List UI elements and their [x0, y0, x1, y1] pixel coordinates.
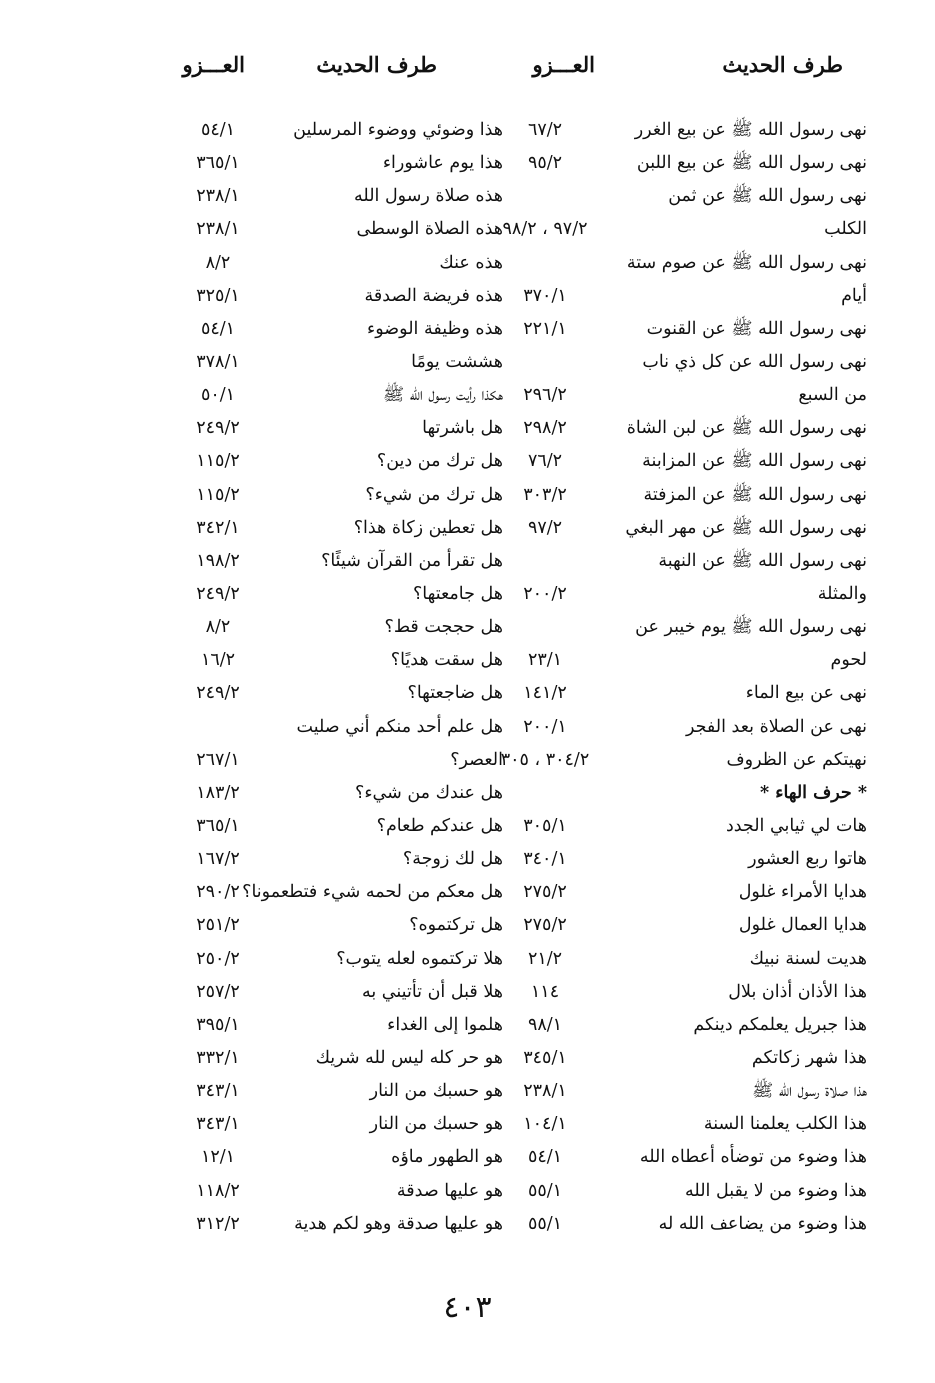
hadith-text-left: هل عندكم طعام؟ [376, 815, 503, 836]
header-hadith-title-left: طرف الحديث [316, 52, 437, 77]
reference-left: ٢٥٠/٢ [196, 948, 240, 969]
table-row [0, 943, 935, 976]
table-row [0, 379, 935, 412]
reference-right: ٢٠٠/١ [523, 716, 567, 737]
hadith-text-left: هو حر كله ليس لله شريك [315, 1047, 503, 1068]
hadith-text-right: نهى رسول الله ﷺ عن بيع اللبن [636, 153, 867, 174]
reference-right: ٣٤٠/١ [523, 849, 567, 870]
reference-left: ٣٣٢/١ [196, 1047, 240, 1068]
hadith-text-left: هو حسبك من النار [369, 1114, 503, 1135]
table-row [0, 1075, 935, 1108]
reference-left: ٣٧٨/١ [196, 351, 240, 372]
reference-left: ١١٥/٢ [196, 451, 240, 472]
reference-left: ١٩٨/٢ [196, 550, 240, 571]
hadith-text-left: هذه الصلاة الوسطى [356, 219, 503, 240]
hadith-text-left: هذه عنك [439, 252, 503, 273]
reference-left: ٥٤/١ [200, 120, 236, 140]
hadith-text-left: هل تعطين زكاة هذا؟ [353, 517, 503, 538]
hadith-text-right: هذا صلاة رسول الله ﷺ [752, 1081, 867, 1102]
hadith-text-left: هل معكم من لحمه شيء فتطعمونا؟ [242, 882, 503, 903]
reference-left: ٢٩٠/٢ [196, 882, 240, 903]
reference-right: ٩٧/٢ ، ٩٨/٢ [502, 219, 588, 240]
hadith-text-left: هذا وضوئي ووضوء المرسلين [293, 120, 503, 140]
reference-left: ٣٦٥/١ [196, 153, 240, 174]
reference-right: ١٠٤/١ [523, 1114, 567, 1135]
reference-left: ١٢/١ [200, 1147, 236, 1168]
reference-right: ٢٩٦/٢ [523, 385, 567, 406]
reference-left: ٨/٢ [205, 617, 231, 638]
reference-left: ١٦/٢ [200, 650, 236, 671]
table-row [0, 247, 935, 280]
reference-right: ٩٥/٢ [527, 153, 563, 174]
reference-left: ١٨٣/٢ [196, 782, 240, 803]
hadith-text-right: هذا الأذان أذان بلال [728, 981, 867, 1002]
table-row [0, 346, 935, 379]
hadith-text-left: هذه صلاة رسول الله [354, 186, 503, 207]
table-row [0, 1141, 935, 1174]
table-row [0, 777, 935, 810]
reference-right: ٥٥/١ [527, 1180, 563, 1201]
hadith-text-right: نهى رسول الله ﷺ عن ثمن [668, 186, 867, 207]
hadith-text-left: هلا قبل أن تأتيني به [361, 981, 503, 1002]
table-row [0, 147, 935, 180]
hadith-text-left: هل جامعتها؟ [413, 583, 503, 604]
header-reference-right: العـــزو [532, 52, 595, 77]
table-row [0, 180, 935, 213]
header-hadith-title-right: طرف الحديث [722, 52, 843, 77]
reference-right: ٢١/٢ [527, 948, 563, 969]
reference-right: ٩٨/١ [527, 1014, 563, 1035]
table-row [0, 1175, 935, 1208]
reference-right: ٣٠٥/١ [523, 815, 567, 836]
reference-left: ١١٨/٢ [196, 1180, 240, 1201]
reference-right: ١١٤ [530, 981, 560, 1002]
table-row [0, 611, 935, 644]
reference-left: ٥٠/١ [200, 385, 236, 406]
reference-right: ٢٩٨/٢ [523, 418, 567, 439]
reference-right: ٥٥/١ [527, 1213, 563, 1234]
reference-left: ١٦٧/٢ [196, 849, 240, 870]
table-row [0, 280, 935, 313]
hadith-text-left: هل سقت هديًا؟ [390, 650, 503, 671]
reference-right: ٢٣/١ [527, 650, 563, 671]
reference-right: ٢٧٥/٢ [523, 915, 567, 936]
hadith-text-left: هل عندك من شيء؟ [355, 782, 503, 803]
reference-left: ٣٤٣/١ [196, 1081, 240, 1102]
reference-right: ٧٦/٢ [527, 451, 563, 472]
reference-left: ٢٣٨/١ [196, 219, 240, 240]
table-row [0, 479, 935, 512]
reference-right: ٣٧٠/١ [523, 285, 567, 306]
hadith-text-right: هدايا العمال غلول [738, 915, 867, 936]
index-rows [0, 114, 935, 1241]
hadith-text-right: نهى رسول الله ﷺ عن النهبة [658, 550, 867, 571]
table-row [0, 644, 935, 677]
hadith-text-left: هذه فريضة الصدقة [364, 285, 503, 306]
hadith-text-right: والمثلة [817, 583, 867, 604]
reference-right: ٢٠٠/٢ [523, 583, 567, 604]
hadith-text-right: نهى رسول الله ﷺ يوم خيبر عن [635, 617, 867, 638]
hadith-text-right: لحوم [830, 650, 867, 671]
table-row [0, 876, 935, 909]
reference-right: ٢٧٥/٢ [523, 882, 567, 903]
reference-left: ٢٤٩/٢ [196, 683, 240, 704]
reference-right: ٦٧/٢ [527, 120, 563, 140]
hadith-text-right: نهيتكم عن الظروف [726, 749, 867, 770]
reference-left: ٣٦٥/١ [196, 815, 240, 836]
hadith-text-right: هذا جبريل يعلمكم دينكم [693, 1014, 867, 1035]
section-heading: * حرف الهاء * [759, 782, 867, 803]
reference-right: ٥٤/١ [527, 1147, 563, 1168]
hadith-text-left: هو عليها صدقة [396, 1180, 503, 1201]
hadith-text-right: من السبع [798, 385, 867, 406]
hadith-text-left: هل لك زوجة؟ [402, 849, 503, 870]
hadith-text-left: هل تقرأ من القرآن شيئًا؟ [321, 550, 503, 571]
reference-right: ٣٤٥/١ [523, 1047, 567, 1068]
hadith-text-left: هل ضاجعتها؟ [407, 683, 503, 704]
table-row [0, 313, 935, 346]
table-row [0, 1009, 935, 1042]
table-row [0, 677, 935, 710]
hadith-text-left: هلموا إلى الغداء [387, 1014, 503, 1035]
reference-right: ٢٢١/١ [523, 318, 567, 339]
page-number: ٤٠٣ [443, 1290, 492, 1325]
hadith-text-right: نهى رسول الله ﷺ عن مهر البغي [625, 517, 867, 538]
reference-left: ٣٩٥/١ [196, 1014, 240, 1035]
hadith-text-left: هذا يوم عاشوراء [382, 153, 503, 174]
hadith-text-right: نهى رسول الله عن كل ذي ناب [642, 351, 867, 372]
table-row [0, 909, 935, 942]
reference-left: ٢٣٨/١ [196, 186, 240, 207]
table-row [0, 1042, 935, 1075]
hadith-text-right: نهى رسول الله ﷺ عن المزابنة [642, 451, 867, 472]
hadith-text-right: نهى عن الصلاة بعد الفجر [685, 716, 867, 737]
hadith-text-left: هل ترك من شيء؟ [365, 484, 503, 505]
hadith-text-left: هو الطهور ماؤه [391, 1147, 503, 1168]
reference-left: ٢٦٧/١ [196, 749, 240, 770]
table-row [0, 213, 935, 246]
hadith-text-right: نهى رسول الله ﷺ عن القنوت [646, 318, 867, 339]
hadith-text-left: هل تركتموه؟ [409, 915, 503, 936]
reference-left: ٢٤٩/٢ [196, 583, 240, 604]
table-row [0, 744, 935, 777]
table-row [0, 512, 935, 545]
hadith-text-right: هديت لسنة نبيك [749, 948, 867, 969]
hadith-text-left: العصر؟ [450, 749, 503, 770]
reference-left: ٨/٢ [205, 252, 231, 273]
hadith-text-right: هذا وضوء من يضاعف الله له [658, 1213, 867, 1234]
hadith-text-left: هل علم أحد منكم أني صليت [296, 716, 503, 737]
hadith-text-right: هاتوا ربع العشور [748, 849, 867, 870]
reference-left: ٣٤٣/١ [196, 1114, 240, 1135]
reference-left: ٣٤٢/١ [196, 517, 240, 538]
hadith-text-right: هذا وضوء من توضأه أعطاه الله [639, 1147, 867, 1168]
hadith-text-right: الكلب [824, 219, 867, 240]
reference-left: ٢٤٩/٢ [196, 418, 240, 439]
hadith-text-left: هل ترك من دين؟ [376, 451, 503, 472]
table-row [0, 445, 935, 478]
reference-left: ٥٤/١ [200, 318, 236, 339]
reference-right: ١٤١/٢ [523, 683, 567, 704]
reference-left: ٢٥٧/٢ [196, 981, 240, 1002]
reference-left: ١١٥/٢ [196, 484, 240, 505]
table-row [0, 843, 935, 876]
table-row [0, 545, 935, 578]
hadith-text-left: هششت يومًا [411, 351, 503, 372]
hadith-text-left: هل باشرتها [422, 418, 503, 439]
table-row [0, 1208, 935, 1241]
reference-left: ٢٥١/٢ [196, 915, 240, 936]
table-row [0, 976, 935, 1009]
hadith-text-left: هو حسبك من النار [369, 1081, 503, 1102]
table-row [0, 114, 935, 147]
hadith-text-right: نهى رسول الله ﷺ عن لبن الشاة [626, 418, 867, 439]
reference-left: ٣١٢/٢ [196, 1213, 240, 1234]
hadith-text-right: نهى رسول الله ﷺ عن المزفتة [643, 484, 867, 505]
reference-left: ٣٢٥/١ [196, 285, 240, 306]
reference-right: ٣٠٤/٢ ، ٣٠٥ [500, 749, 590, 770]
hadith-text-left: هلا تركتموه لعله يتوب؟ [336, 948, 503, 969]
reference-right: ٩٧/٢ [527, 517, 563, 538]
table-row [0, 711, 935, 744]
hadith-text-right: نهى رسول الله ﷺ عن بيع الغرر [634, 120, 867, 140]
table-row [0, 412, 935, 445]
hadith-text-right: هذا الكلب يعلمنا السنة [703, 1114, 867, 1135]
hadith-text-right: هذا وضوء من لا يقبل الله [685, 1180, 867, 1201]
reference-right: ٢٣٨/١ [523, 1081, 567, 1102]
hadith-text-left: هذه وظيفة الوضوء [367, 318, 503, 339]
hadith-text-right: نهى عن بيع الماء [745, 683, 867, 704]
header-reference-left: العـــزو [182, 52, 245, 77]
reference-right: ٣٠٣/٢ [523, 484, 567, 505]
hadith-text-left: هو عليها صدقة وهو لكم هدية [294, 1213, 503, 1234]
hadith-text-right: هذا شهر زكاتكم [751, 1047, 867, 1068]
table-row [0, 578, 935, 611]
hadith-text-right: هات لي ثيابي الجدد [725, 815, 867, 836]
table-row [0, 810, 935, 843]
hadith-text-left: هل حججت قط؟ [384, 617, 503, 638]
hadith-text-left: هكذا رأيت رسول الله ﷺ [383, 385, 503, 406]
hadith-text-right: نهى رسول الله ﷺ عن صوم ستة [626, 252, 867, 273]
table-row [0, 1108, 935, 1141]
hadith-text-right: هدايا الأمراء غلول [738, 882, 867, 903]
hadith-text-right: أيام [841, 285, 867, 306]
